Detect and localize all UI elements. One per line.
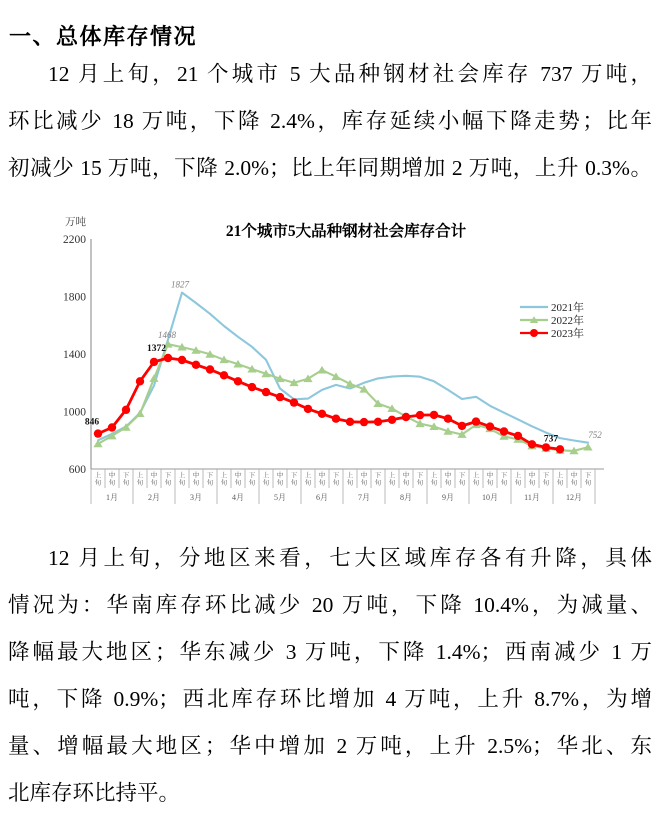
month-tick-label: 3月: [190, 493, 202, 502]
period-tick-label: 上旬: [136, 472, 144, 487]
month-tick-label: 1月: [106, 493, 118, 502]
period-tick-label: 中旬: [276, 472, 284, 487]
period-tick-label: 上旬: [304, 472, 312, 487]
circle-marker: [402, 413, 410, 421]
circle-marker: [528, 440, 536, 448]
circle-marker: [122, 406, 130, 414]
period-tick-label: 中旬: [318, 472, 326, 487]
circle-marker: [178, 356, 186, 364]
period-tick-label: 上旬: [430, 472, 438, 487]
circle-marker: [514, 432, 522, 440]
period-tick-label: 中旬: [486, 472, 494, 487]
text-line-4: 吨，下降 0.9%；西北库存环比增加 4 万吨，上升 8.7%，为增: [8, 687, 652, 711]
period-tick-label: 下旬: [248, 472, 256, 487]
text-line-1: 12 月上旬，21 个城市 5 大品种钢材社会库存 737 万吨，: [48, 62, 652, 86]
circle-marker: [374, 418, 382, 426]
circle-marker: [304, 405, 312, 413]
circle-marker: [136, 377, 144, 385]
circle-marker: [164, 354, 172, 362]
circle-marker: [346, 418, 354, 426]
circle-marker: [94, 429, 102, 437]
circle-marker: [290, 398, 298, 406]
period-tick-label: 下旬: [332, 472, 340, 487]
period-tick-label: 下旬: [206, 472, 214, 487]
y-axis-tick-label: 1800: [63, 291, 86, 304]
data-label-1372: 1372: [147, 344, 166, 355]
text-line-3: 降幅最大地区；华东减少 3 万吨，下降 1.4%；西南减少 1 万: [8, 640, 652, 664]
circle-marker: [486, 422, 494, 430]
circle-marker: [220, 371, 228, 379]
text-line-5: 量、增幅最大地区；华中增加 2 万吨，上升 2.5%；华北、东: [8, 734, 652, 758]
period-tick-label: 上旬: [262, 472, 270, 487]
data-label-737: 737: [543, 434, 559, 445]
legend-label: 2021年: [551, 302, 584, 314]
data-label-1827: 1827: [171, 279, 189, 290]
period-tick-label: 中旬: [528, 472, 536, 487]
period-tick-label: 下旬: [122, 472, 130, 487]
circle-marker: [388, 416, 396, 424]
period-tick-label: 中旬: [192, 472, 200, 487]
circle-marker: [458, 422, 466, 430]
y-axis-tick-label: 600: [68, 464, 86, 476]
circle-marker: [192, 361, 200, 369]
triangle-marker: [317, 366, 326, 374]
chart-title: 21个城市5大品种钢材社会库存合计: [225, 223, 467, 240]
series-line-2023年: [98, 358, 560, 449]
period-tick-label: 中旬: [234, 472, 242, 487]
period-tick-label: 中旬: [108, 472, 116, 487]
month-tick-label: 8月: [400, 493, 412, 502]
data-label-1468: 1468: [158, 330, 176, 341]
paragraph-regions: [8, 535, 652, 815]
period-tick-label: 上旬: [220, 472, 228, 487]
period-tick-label: 中旬: [402, 472, 410, 487]
period-tick-label: 中旬: [360, 472, 368, 487]
circle-marker: [360, 418, 368, 426]
period-tick-label: 上旬: [472, 472, 480, 487]
text-line-2: 环比减少 18 万吨，下降 2.4%，库存延续小幅下降走势；比年: [8, 109, 652, 133]
circle-marker: [108, 423, 116, 431]
period-tick-label: 上旬: [346, 472, 354, 487]
period-tick-label: 下旬: [164, 472, 172, 487]
month-tick-label: 2月: [148, 493, 160, 502]
data-label-846: 846: [84, 417, 100, 428]
month-tick-label: 12月: [566, 493, 582, 502]
period-tick-label: 下旬: [290, 472, 298, 487]
y-axis-tick-label: 1000: [63, 406, 86, 419]
section-title: 一、总体库存情况: [9, 24, 198, 49]
period-tick-label: 下旬: [500, 472, 508, 487]
text-line-1: 12 月上旬，分地区来看，七大区域库存各有升降，具体: [48, 546, 652, 570]
y-axis-tick-label: 1400: [63, 349, 86, 361]
y-axis-tick-label: 2200: [63, 234, 86, 246]
circle-marker: [234, 377, 242, 385]
circle-marker: [416, 411, 424, 419]
month-tick-label: 5月: [274, 493, 286, 502]
period-tick-label: 上旬: [514, 472, 522, 487]
paragraph-summary: [8, 51, 652, 192]
period-tick-label: 中旬: [150, 472, 158, 487]
month-tick-label: 6月: [316, 493, 328, 502]
circle-marker: [500, 427, 508, 435]
circle-marker: [318, 410, 326, 418]
data-label-752: 752: [588, 430, 602, 441]
text-line-3: 初减少 15 万吨，下降 2.0%；比上年同期增加 2 万吨，上升 0.3%。: [8, 156, 652, 180]
period-tick-label: 上旬: [94, 472, 102, 487]
triangle-marker: [345, 380, 354, 388]
circle-marker: [150, 358, 158, 366]
y-axis-unit-label: 万吨: [65, 217, 86, 228]
period-tick-label: 下旬: [584, 472, 592, 487]
triangle-marker: [583, 443, 592, 451]
legend-circle-marker: [530, 329, 538, 337]
month-tick-label: 7月: [358, 493, 370, 502]
period-tick-label: 下旬: [458, 472, 466, 487]
period-tick-label: 中旬: [444, 472, 452, 487]
inventory-line-chart: [58, 204, 618, 514]
period-tick-label: 下旬: [374, 472, 382, 487]
circle-marker: [444, 415, 452, 423]
period-tick-label: 上旬: [388, 472, 396, 487]
circle-marker: [556, 445, 564, 453]
circle-marker: [248, 383, 256, 391]
month-tick-label: 9月: [442, 493, 454, 502]
circle-marker: [276, 393, 284, 401]
circle-marker: [430, 411, 438, 419]
period-tick-label: 下旬: [542, 472, 550, 487]
circle-marker: [262, 388, 270, 396]
period-tick-label: 上旬: [178, 472, 186, 487]
legend-label: 2023年: [551, 328, 584, 340]
month-tick-label: 10月: [482, 493, 498, 502]
circle-marker: [472, 417, 480, 425]
period-tick-label: 下旬: [416, 472, 424, 487]
circle-marker: [542, 443, 550, 451]
month-tick-label: 11月: [524, 493, 540, 502]
text-line-2: 情况为：华南库存环比减少 20 万吨，下降 10.4%，为减量、: [8, 593, 652, 617]
chart-canvas: [58, 204, 618, 514]
period-tick-label: 中旬: [570, 472, 578, 487]
text-line-6: 北库存环比持平。: [8, 781, 181, 805]
triangle-marker: [135, 409, 144, 417]
circle-marker: [206, 365, 214, 373]
month-tick-label: 4月: [232, 493, 244, 502]
period-tick-label: 上旬: [556, 472, 564, 487]
circle-marker: [332, 415, 340, 423]
legend-label: 2022年: [551, 315, 584, 327]
